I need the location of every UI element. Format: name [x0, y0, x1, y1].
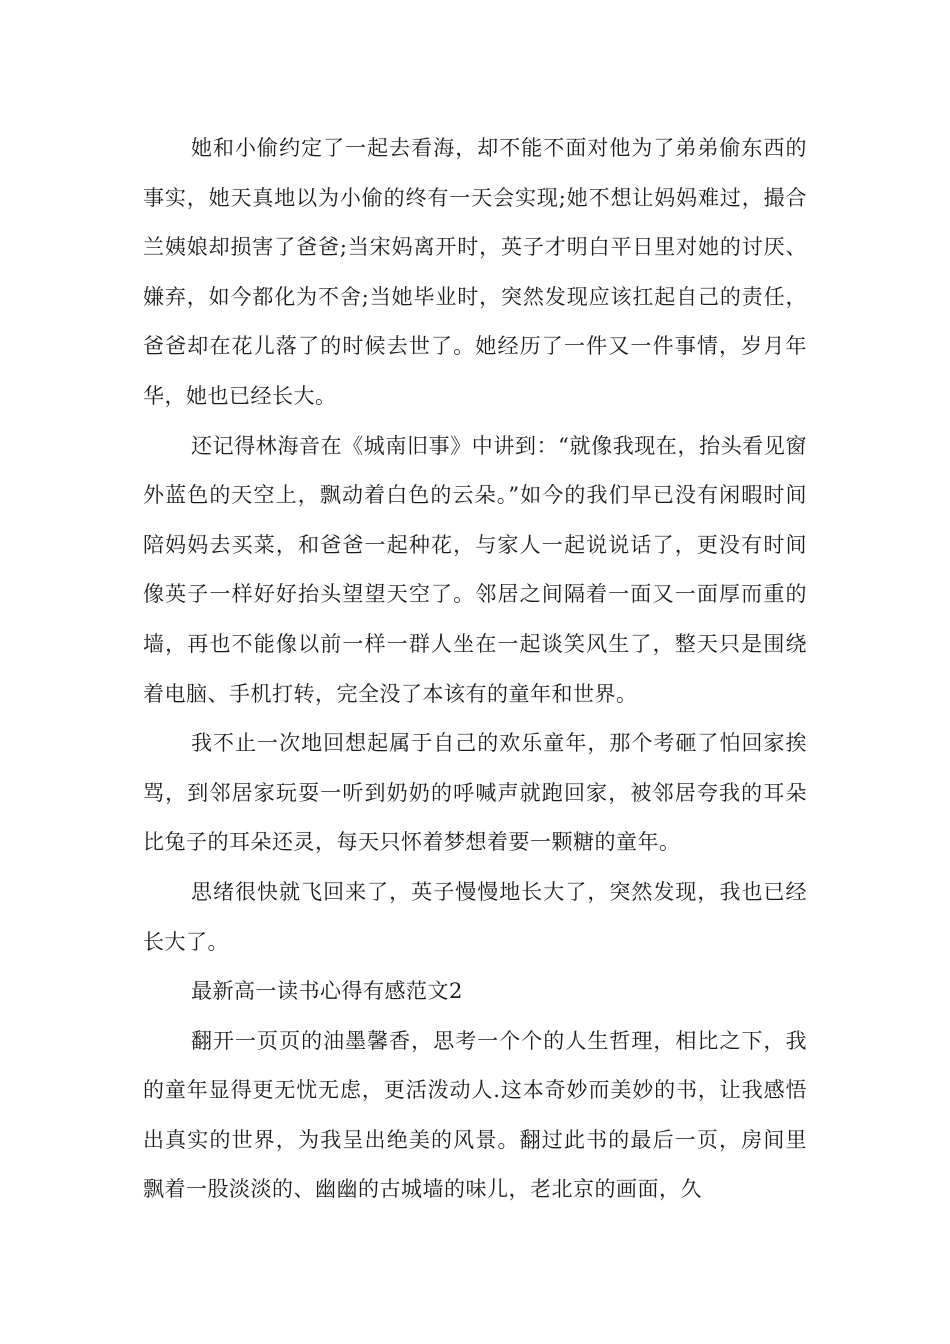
paragraph-2: 还记得林海音在《城南旧事》中讲到：“就像我现在，抬头看见窗外蓝色的天空上，飘动着白色的云朵。”如今的我们早已没有闲暇时间陪妈妈去买菜，和爸爸一起种花，与家人一起说说话了，更没有时间像英子一样好好抬头望望天空了。邻居之间隔着一面又一面厚而重的墙，再也不能像以前一样一群人坐在一起谈笑风生了，整天只是围绕着电脑、手机打转，完全没了本该有的童年和世界。	[143, 433, 807, 706]
body-text	[143, 124, 807, 1215]
paragraph-3: 我不止一次地回想起属于自己的欢乐童年，那个考砸了怕回家挨骂，到邻居家玩耍一听到奶奶的呼喊声就跑回家，被邻居夸我的耳朵比兔子的耳朵还灵，每天只怀着梦想着要一颗糖的童年。	[143, 731, 807, 855]
paragraph-4: 思绪很快就飞回来了，英子慢慢地长大了，突然发现，我也已经长大了。	[143, 879, 807, 954]
section-heading: 最新高一读书心得有感范文2	[191, 979, 463, 1004]
paragraph-1: 她和小偷约定了一起去看海，却不能不面对他为了弟弟偷东西的事实，她天真地以为小偷的终有一天会实现;她不想让妈妈难过，撮合兰姨娘却损害了爸爸;当宋妈离开时，英子才明白平日里对她的讨厌、嫌弃，如今都化为不舍;当她毕业时，突然发现应该扛起自己的责任，爸爸却在花儿落了的时候去世了。她经历了一件又一件事情，岁月年华，她也已经长大。	[143, 136, 807, 408]
paragraph-5: 翻开一页页的油墨馨香，思考一个个的人生哲理，相比之下，我的童年显得更无忧无虑，更活泼动人.这本奇妙而美妙的书，让我感悟出真实的世界，为我呈出绝美的风景。翻过此书的最后一页，房间里飘着一股淡淡的、幽幽的古城墙的味儿，老北京的画面，久	[143, 1028, 807, 1202]
